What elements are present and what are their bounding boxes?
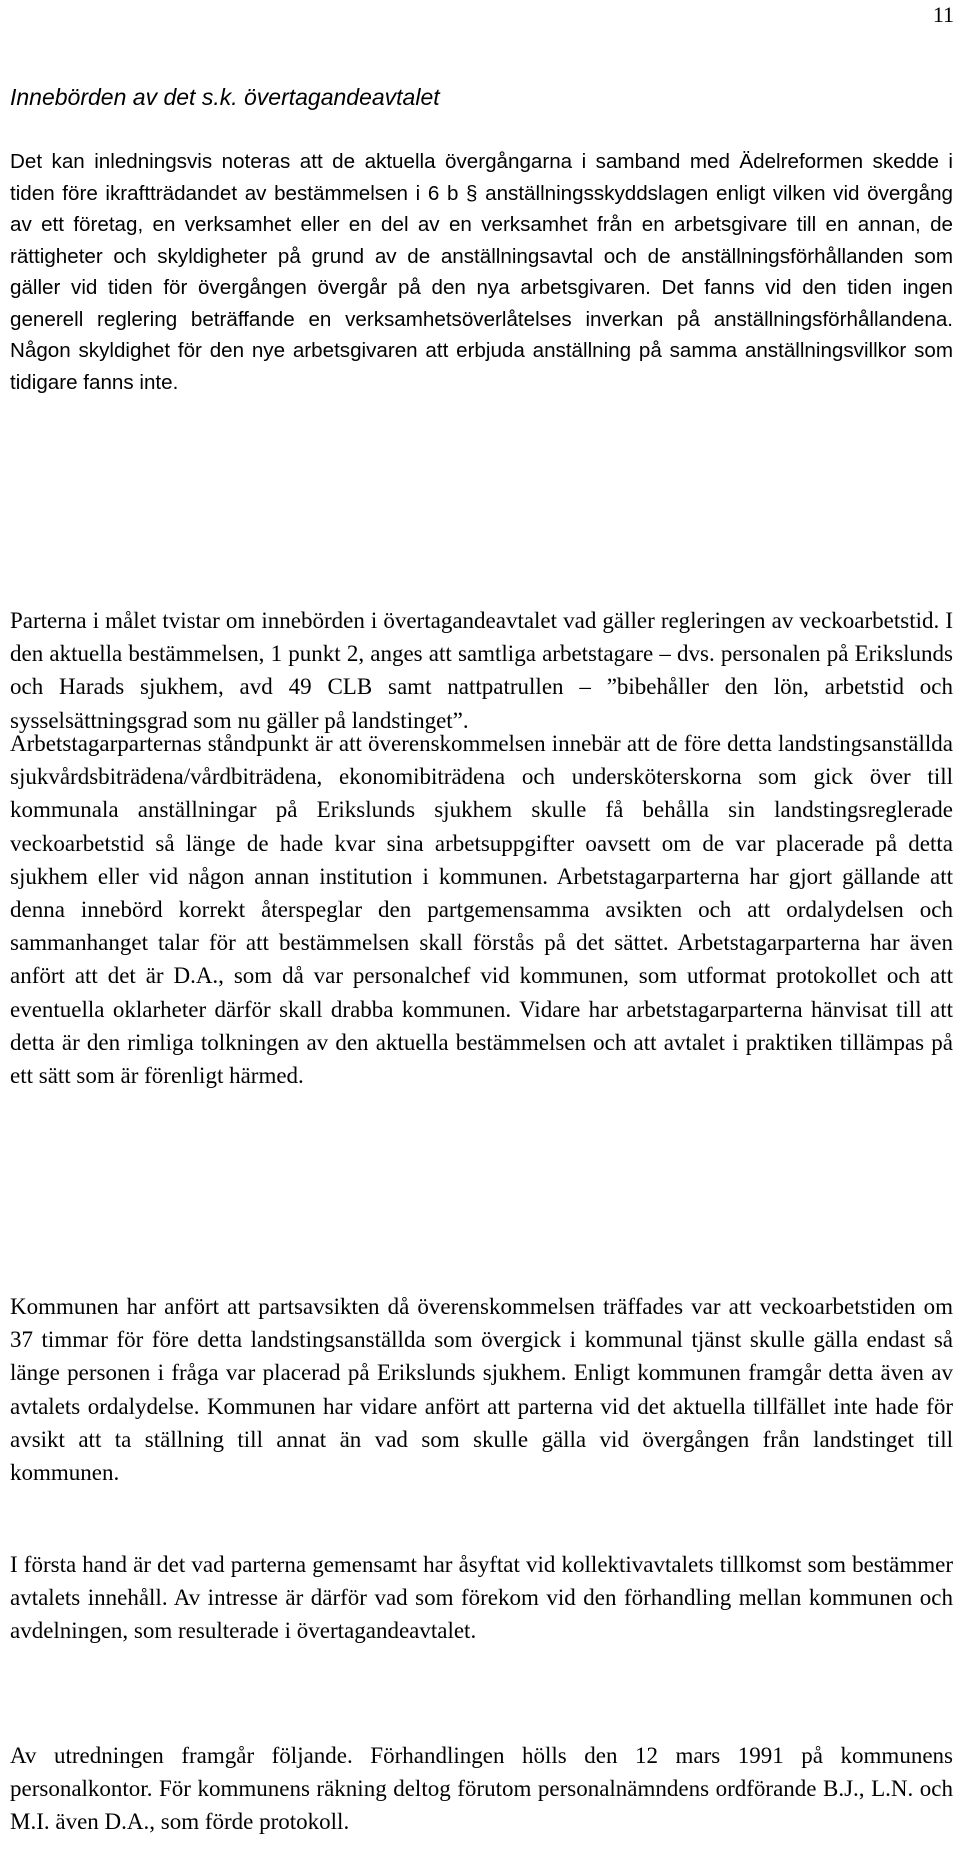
paragraph-municipality-position: Kommunen har anfört att partsavsikten då överenskommelsen träffades var att veckoarbetstiden om 37 timmar för före detta landstingsanställda som övergick i kommunal tjänst skulle gälla endast så länge personen i fråga var placerad på Erikslunds sjukhem. Enligt kommunen framgår detta även av avtalets ordalydelse. Kommunen har vidare anfört att parterna vid det aktuella tillfället inte hade för avsikt att ta ställning till annat än vad som skulle gälla vid övergången från landstinget till kommunen. bbox=[10, 1294, 953, 1486]
paragraph-employee-position: Arbetstagarparternas ståndpunkt är att överenskommelsen innebär att de före detta landstingsanställda sjukvårdsbiträdena/vårdbiträdena, ekonomibiträdena och undersköterskorna som gick över till kommunala anställningar på Erikslunds sjukhem skulle få behålla sin landstingsreglerade veckoarbetstid så länge de hade kvar sina arbetsuppgifter oavsett om de var placerade på detta sjukhem eller vid någon annan institution i kommunen. Arbetstagarparterna har gjort gällande att denna innebörd korrekt återspeglar den partgemensamma avsikten och att ordalydelsen och sammanhanget talar för att bestämmelsen skall förstås på det sättet. Arbetstagarparterna har även anfört att det är D.A., som då var personalchef vid kommunen, som utformat protokollet och att eventuella oklarheter därför skall drabba kommunen. Vidare har arbetstagarparterna hänvisat till att detta är den rimliga tolkningen av den aktuella bestämmelsen och att avtalet i praktiken tillämpas på ett sätt som är förenligt härmed. bbox=[10, 731, 953, 1089]
paragraph-investigation: Av utredningen framgår följande. Förhandlingen hölls den 12 mars 1991 på kommunens personalkontor. För kommunens räkning deltog förutom personalnämndens ordförande B.J., L.N. och M.I. även D.A., som förde protokoll. bbox=[10, 1743, 953, 1835]
paragraph-background: Det kan inledningsvis noteras att de aktuella övergångarna i samband med Ädelreformen skedde i tiden före ikraftträdandet av bestämmelsen i 6 b § anställningsskyddslagen enligt vilken vid övergång av ett företag, en verksamhet eller en del av en verksamhet från en arbetsgivare till en annan, de rättigheter och skyldigheter på grund av de anställningsavtal och de anställningsförhållanden som gäller vid tiden för övergången övergår på den nya arbetsgivaren. Det fanns vid den tiden ingen generell reglering beträffande en verksamhetsöverlåtelses inverkan på anställningsförhållandena. Någon skyldighet för den nye arbetsgivaren att erbjuda anställning på samma anställningsvillkor som tidigare fanns inte. bbox=[10, 150, 953, 394]
paragraph-interpretation: I första hand är det vad parterna gemensamt har åsyftat vid kollektivavtalets tillkomst som bestämmer avtalets innehåll. Av intresse är därför vad som förekom vid den förhandling mellan kommunen och avdelningen, som resulterade i övertagandeavtalet. bbox=[10, 1552, 953, 1644]
section-heading: Innebörden av det s.k. övertagandeavtalet bbox=[10, 84, 440, 110]
page-number: 11 bbox=[932, 2, 954, 27]
paragraph-dispute: Parterna i målet tvistar om innebörden i övertagandeavtalet vad gäller regleringen av veckoarbetstid. I den aktuella bestämmelsen, 1 punkt 2, anges att samtliga arbetstagare – dvs. personalen på Erikslunds och Harads sjukhem, avd 49 CLB samt nattpatrullen – ”bibehåller den lön, arbetstid och sysselsättningsgrad som nu gäller på landstinget”. bbox=[10, 608, 953, 733]
